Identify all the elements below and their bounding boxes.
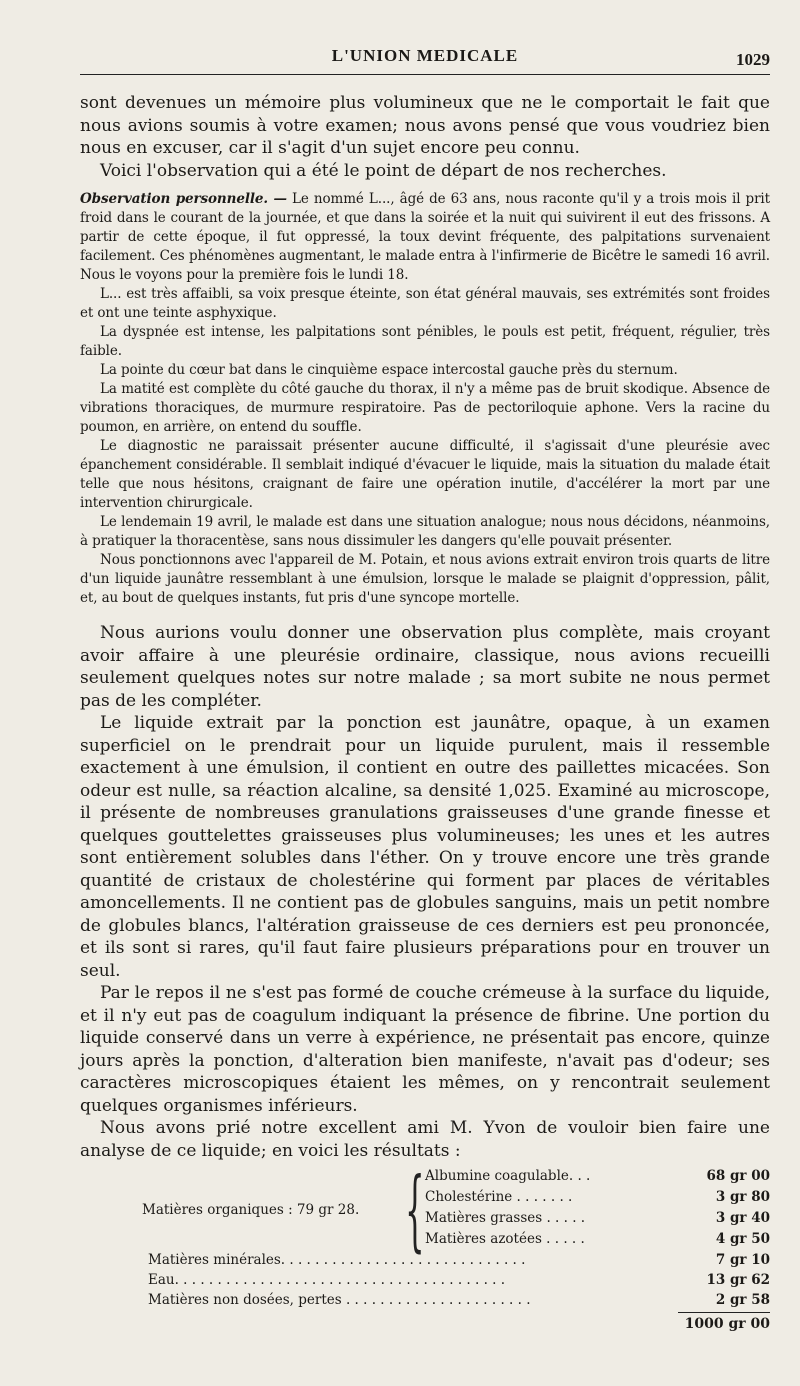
- organic-item: [425, 1189, 770, 1209]
- analysis-row: [148, 1252, 770, 1272]
- running-title: L'UNION MEDICALE: [331, 46, 519, 65]
- observation-paragraph: Nous ponctionnons avec l'appareil de M. Potain, et nous avions extrait environ trois quarts de litre d'un liquide jaunâtre ressemblant à une émulsion, lorsque le malade se plaignit d'oppression, pâlit, et, au bout de quelques instants, fut pris d'une syncope mortelle.: [80, 552, 770, 606]
- intro-paragraph: sont devenues un mémoire plus volumineux que ne le comportait le fait que nous avions soumis à votre examen; nous avons pensé que vous voudriez bien nous en excuser, car il s'agit d'un sujet encore peu connu.: [80, 93, 770, 158]
- body-paragraph: Nous avons prié notre excellent ami M. Yvon de vouloir bien faire une analyse de ce liquide; en voici les résultats :: [80, 1118, 770, 1161]
- page-header: [80, 46, 770, 76]
- organic-item-name: Albumine coagulable. . .: [425, 1168, 591, 1184]
- organic-item-value: 3 gr 40: [715, 1210, 770, 1226]
- body-paragraph: Par le repos il ne s'est pas formé de couche crémeuse à la surface du liquide, et il n'y eut pas de coagulum indiquant la présence de fibrine. Une portion du liquide conservé dans un verre à expérience, ne présentait pas encore, quinze jours après la ponction, d'alteration bien manifeste, n'avait pas d'odeur; ses caractères microscopiques étaient les mêmes, on y rencontrait seulement quelques organismes inférieurs.: [80, 983, 770, 1116]
- observation-paragraph: La pointe du cœur bat dans le cinquième espace intercostal gauche près du sternum.: [100, 362, 678, 378]
- observation-paragraph: Le lendemain 19 avril, le malade est dans une situation analogue; nous nous décidons, néanmoins, à pratiquer la thoracentèse, sans nous dissimuler les dangers qu'elle pouvait présenter.: [80, 514, 770, 549]
- brace-icon: {: [405, 1158, 425, 1261]
- organic-item-name: Matières grasses . . . . .: [425, 1210, 586, 1226]
- analysis-row-name: Eau. . . . . . . . . . . . . . . . . . . . . . . . . . . . . . . . . . . . . . .: [148, 1272, 506, 1288]
- organic-item-value: 3 gr 80: [715, 1189, 770, 1205]
- organic-item: [425, 1231, 770, 1251]
- analysis-row-name: Matières non dosées, pertes . . . . . . . . . . . . . . . . . . . . . .: [148, 1292, 531, 1308]
- body-paragraph: Nous aurions voulu donner une observation plus complète, mais croyant avoir affaire à une pleurésie ordinaire, classique, nous avions recueilli seulement quelques notes sur notre malade ; sa mort subite ne nous permet pas de les compléter.: [80, 623, 770, 711]
- analysis-results-table: [80, 1158, 770, 1332]
- body-paragraph: Le liquide extrait par la ponction est jaunâtre, opaque, à un examen superficiel on le prendrait pour un liquide purulent, mais il ressemble exactement à une émulsion, il contient en outre des paillettes micacées. Son odeur est nulle, sa réaction alcaline, sa densité 1,025. Examiné au microscope, il présente de nombreuses granulations graisseuses d'une grande finesse et quelques gouttelettes graisseuses plus volumineuses; les unes et les autres sont entièrement solubles dans l'éther. On y trouve encore une très grande quantité de cristaux de cholestérine qui forment par places de véritables amoncellements. Il ne contient pas de globules sanguins, mais un petit nombre de globules blancs, l'altération graisseuse de ces derniers est peu prononcée, et ils sont si rares, qu'il faut faire plusieurs préparations pour en trouver un seul.: [80, 713, 770, 981]
- observation-paragraph: La matité est complète du côté gauche du thorax, il n'y a même pas de bruit skodique. Absence de vibrations thoraciques, de murmure respiratoire. Pas de pectoriloquie aphone. Vers la racine du poumon, en arrière, on entend du souffle.: [80, 381, 770, 435]
- analysis-row-value: 7 gr 10: [715, 1252, 770, 1268]
- observation-paragraph: La dyspnée est intense, les palpitations sont pénibles, le pouls est petit, fréquent, régulier, très faible.: [80, 324, 770, 359]
- observation-label: Observation personnelle. —: [80, 191, 287, 207]
- analysis-row: [148, 1292, 770, 1312]
- total-rule: [678, 1312, 770, 1313]
- analysis-row-name: Matières minérales. . . . . . . . . . . . . . . . . . . . . . . . . . . . .: [148, 1252, 526, 1268]
- organic-item: [425, 1168, 770, 1188]
- observation-paragraph: L... est très affaibli, sa voix presque éteinte, son état général mauvais, ses extrémités sont froides et ont une teinte asphyxique.: [80, 286, 770, 321]
- analysis-row-value: 13 gr 62: [706, 1272, 770, 1288]
- observation-text: Le nommé L..., âgé de 63 ans, nous raconte qu'il y a trois mois il prit froid dans le courant de la journée, et que dans la soirée et la nuit qui suivirent il eut des frissons. A partir de cette époque, il fut oppressé, la toux devint fréquente, des palpitations survenaient facilement. Ces phénomènes augmentant, le malade entra à l'infirmerie de Bicêtre le samedi 16 avril. Nous le voyons pour la première fois le lundi 18.: [80, 191, 770, 283]
- organic-item-value: 4 gr 50: [715, 1231, 770, 1247]
- organic-item-value: 68 gr 00: [706, 1168, 770, 1184]
- organic-item: [425, 1210, 770, 1230]
- page-body: [80, 92, 770, 1332]
- analysis-total: 1000 gr 00: [684, 1316, 770, 1332]
- observation-first-paragraph: [80, 190, 770, 285]
- page-number: 1029: [736, 50, 770, 69]
- analysis-row-value: 2 gr 58: [715, 1292, 770, 1308]
- analysis-row: [148, 1272, 770, 1292]
- intro-paragraph: Voici l'observation qui a été le point de départ de nos recherches.: [100, 160, 667, 181]
- organic-item-name: Cholestérine . . . . . . .: [425, 1189, 573, 1205]
- observation-paragraph: Le diagnostic ne paraissait présenter aucune difficulté, il s'agissait d'une pleurésie avec épanchement considérable. Il semblait indiqué d'évacuer le liquide, mais la situation du malade était telle que nous hésitons, craignant de faire une opération inutile, d'accélérer la mort par une intervention chirurgicale.: [80, 438, 770, 511]
- organic-matter-label: Matières organiques : 79 gr 28.: [142, 1202, 360, 1218]
- header-rule: [80, 74, 770, 75]
- organic-item-name: Matières azotées . . . . .: [425, 1231, 585, 1247]
